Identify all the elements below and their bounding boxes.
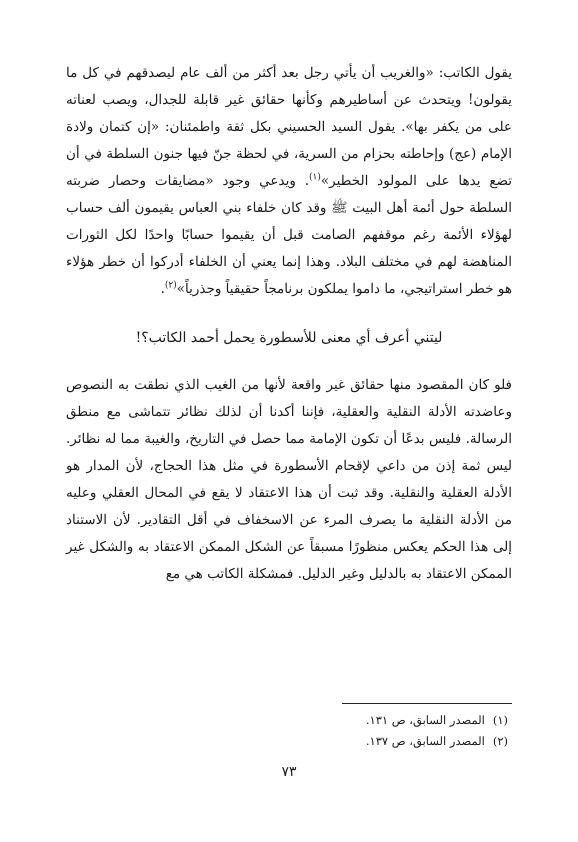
paragraph-1-text-2: . ويدعي وجود «مضايقات وحصار ضربته السلطة حول أئمة أهل البيت ﷺ وقد كان خلفاء بني العباس يقيمون ألف حساب لهؤلاء الأئمة رغم موقفهم الصامت قبل أن يقيموا حسابًا واحدًا لكل الثورات المناهضة لهم في مختلف البلاد. وهذا إنما يعني أن الخلفاء أدركوا أن خطر هؤلاء هو خطر استراتيجي، ما داموا يملكون برنامجاً حقيقياً وجذرياً»: [66, 173, 512, 297]
footnote-divider: [342, 703, 512, 704]
footnote-1: [366, 710, 508, 731]
paragraph-1-text: يقول الكاتب: «والغريب أن يأتي رجل بعد أكثر من ألف عام ليصدقهم في كل ما يقولون! ويتحدث عن أساطيرهم وكأنها حقائق غير قابلة للجدال، ويصب لعناته على من يكفر بها». يقول السيد الحسيني بكل ثقة واطمئنان: «إن كتمان ولادة الإمام (عج) وإحاطته بحزام من السرية، في لحظة جنّ فيها جنون السلطة في أن تضع يدها على المولود الخطير»: [66, 65, 512, 189]
footnote-ref-2[interactable]: (٢): [164, 280, 177, 291]
footnote-2-number: (٢): [492, 734, 508, 748]
paragraph-1-text-3: .: [160, 281, 165, 297]
footnotes: [366, 710, 508, 752]
page-number: ٧٣: [281, 764, 297, 780]
footnote-2-text: المصدر السابق، ص ١٣٧.: [365, 734, 485, 748]
page-body: [66, 60, 512, 588]
footnote-1-text: المصدر السابق، ص ١٣١.: [365, 713, 485, 727]
footnote-2: [366, 731, 508, 752]
footnote-1-number: (١): [492, 713, 508, 727]
footnote-ref-1[interactable]: (١): [309, 172, 321, 183]
section-heading: ليتني أعرف أي معنى للأسطورة يحمل أحمد الكاتب؟!: [135, 330, 443, 346]
paragraph-2: فلو كان المقصود منها حقائق غير واقعة لأنها من الغيب الذي نطقت به النصوص وعاضدته الأدلة النقلية والعقلية، فإننا أكدنا أن لذلك نظائر تتماشى مع منطق الرسالة. فليس بدعًا أن تكون الإمامة مما حصل في التاريخ، والغيبة مما له نظائر. ليس ثمة إذن من داعي لإقحام الأسطورة في مثل هذا الحجاج، لأن المدار هو الأدلة العقلية والنقلية. وقد ثبت أن هذا الاعتقاد لا يقع في المحال العقلي وعليه من الأدلة النقلية ما يصرف المرء عن الاسخفاف في أقل التقادير. لأن الاستناد إلى هذا الحكم يعكس منظورًا مسبقاً عن الشكل الممكن الاعتقاد به والشكل غير الممكن الاعتقاد به بالدليل وغير الدليل. فمشكلة الكاتب هي مع: [66, 377, 512, 582]
paragraph-1: [66, 60, 512, 303]
